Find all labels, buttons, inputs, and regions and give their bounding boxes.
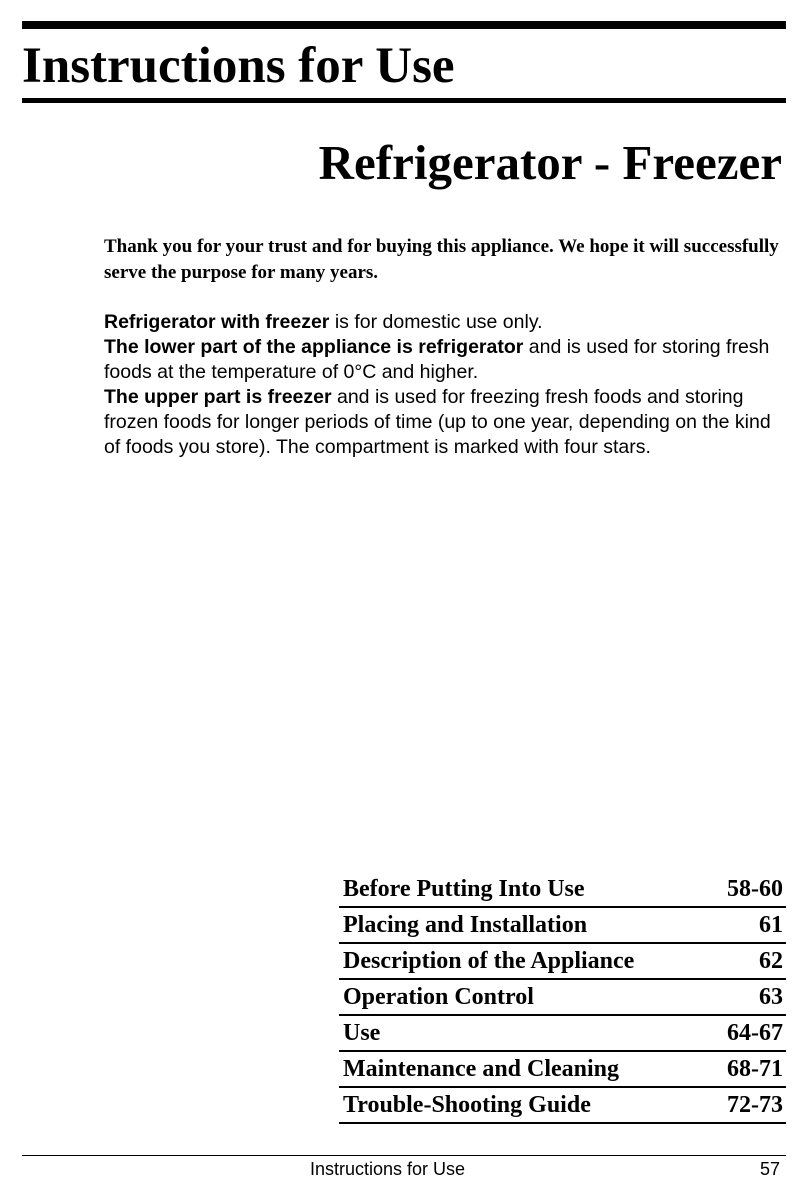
toc-entry-pages: 68-71 xyxy=(727,1056,783,1082)
toc-entry-label: Operation Control xyxy=(343,984,534,1010)
footer-rule xyxy=(22,1155,786,1156)
description-line-2 xyxy=(104,335,788,385)
toc-entry-pages: 58-60 xyxy=(727,876,783,902)
toc-entry-label: Trouble-Shooting Guide xyxy=(343,1092,591,1118)
top-rule xyxy=(22,21,786,29)
description-lead-2: The lower part of the appliance is refrigerator xyxy=(104,336,524,358)
footer-label: Instructions for Use xyxy=(310,1159,466,1179)
table-of-contents xyxy=(339,874,786,1124)
toc-entry-label: Placing and Installation xyxy=(343,912,588,938)
toc-entry[interactable] xyxy=(339,1018,786,1052)
description-text-1: is for domestic use only. xyxy=(329,311,543,333)
toc-entry-label: Maintenance and Cleaning xyxy=(343,1056,620,1082)
document-subtitle: Refrigerator - Freezer xyxy=(318,135,782,190)
toc-entry[interactable] xyxy=(339,874,786,908)
toc-entry[interactable] xyxy=(339,1090,786,1124)
description-lead-3: The upper part is freezer xyxy=(104,386,332,408)
page-number: 57 xyxy=(759,1159,780,1179)
toc-entry[interactable] xyxy=(339,982,786,1016)
description-lead-1: Refrigerator with freezer xyxy=(104,311,330,333)
appliance-description xyxy=(104,310,788,460)
toc-entry[interactable] xyxy=(339,1054,786,1088)
toc-entry-pages: 72-73 xyxy=(727,1092,783,1118)
page-title: Instructions for Use xyxy=(22,38,455,94)
description-line-3 xyxy=(104,385,788,460)
toc-entry[interactable] xyxy=(339,946,786,980)
toc-entry-pages: 61 xyxy=(759,912,783,938)
description-text-2: and is used for storing fresh foods at the temperature of 0°C and higher. xyxy=(104,336,770,383)
toc-entry-label: Description of the Appliance xyxy=(343,948,635,974)
toc-entry[interactable] xyxy=(339,910,786,944)
toc-entry-label: Use xyxy=(343,1020,381,1046)
description-text-3: and is used for freezing fresh foods and storing frozen foods for longer periods of time (up to one year, depending on the kind of foods you store). The compartment is marked with four stars. xyxy=(104,386,771,458)
toc-entry-label: Before Putting Into Use xyxy=(343,876,585,902)
toc-entry-pages: 62 xyxy=(759,948,783,974)
toc-entry-pages: 64-67 xyxy=(727,1020,783,1046)
toc-entry-pages: 63 xyxy=(759,984,783,1010)
thank-you-paragraph: Thank you for your trust and for buying this appliance. We hope it will successfully serve the purpose for many years. xyxy=(104,236,779,283)
title-underline xyxy=(22,98,786,103)
description-line-1 xyxy=(104,310,788,335)
